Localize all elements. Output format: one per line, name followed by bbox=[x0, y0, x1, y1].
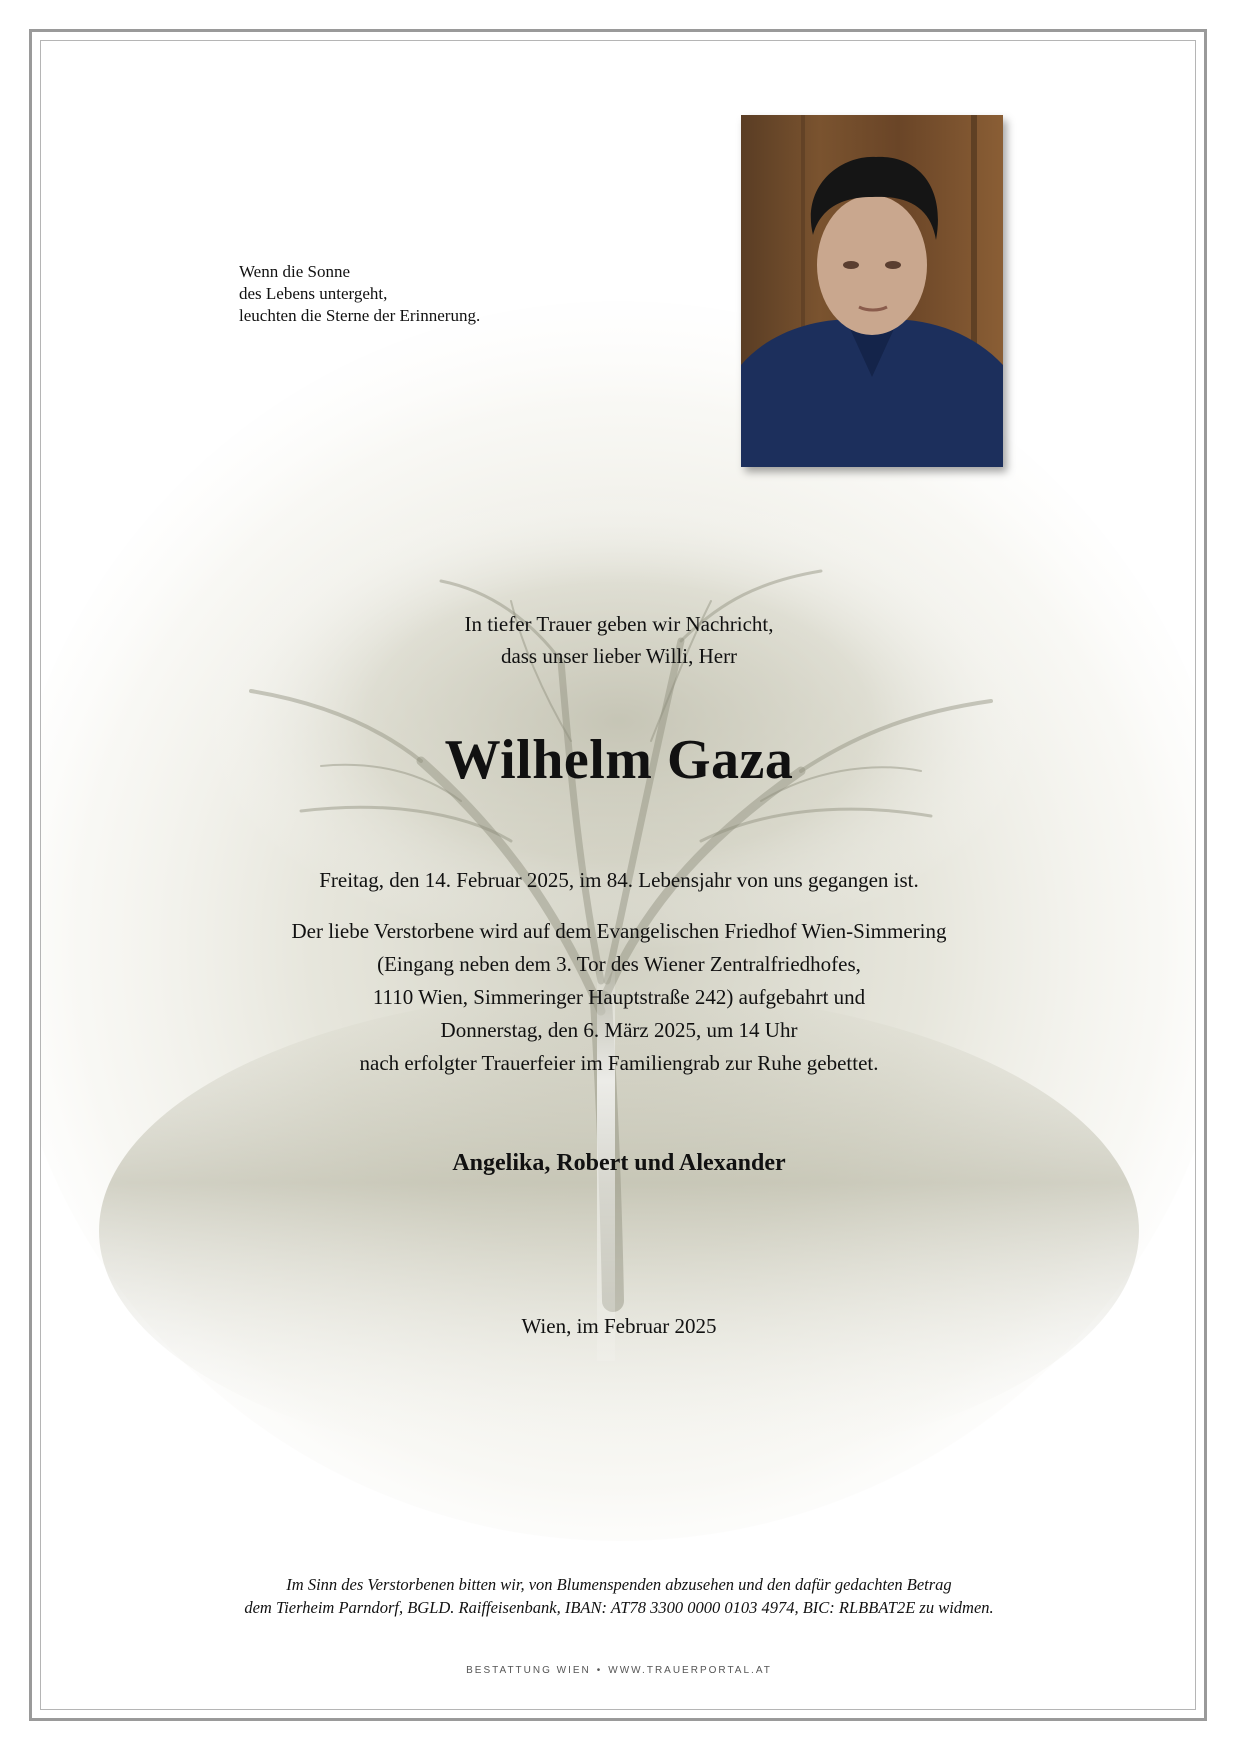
announcement-intro bbox=[41, 608, 1196, 672]
quote-line: des Lebens untergeht, bbox=[239, 284, 388, 303]
portrait-photo bbox=[741, 115, 1003, 467]
funeral-line: (Eingang neben dem 3. Tor des Wiener Zentralfriedhofes, bbox=[377, 952, 861, 976]
funeral-line: 1110 Wien, Simmeringer Hauptstraße 242) aufgebahrt und bbox=[372, 985, 866, 1009]
quote-line: leuchten die Sterne der Erinnerung. bbox=[239, 306, 481, 325]
family-names: Angelika, Robert und Alexander bbox=[452, 1150, 786, 1176]
place-and-date: Wien, im Februar 2025 bbox=[521, 1314, 717, 1338]
memorial-quote bbox=[239, 261, 639, 327]
deceased-name: Wilhelm Gaza bbox=[444, 729, 794, 791]
intro-line: dass unser lieber Willi, Herr bbox=[500, 644, 738, 668]
footer bbox=[41, 1664, 1196, 1678]
footer-company: BESTATTUNG WIEN bbox=[466, 1665, 591, 1676]
donation-line: dem Tierheim Parndorf, BGLD. Raiffeisenbank, IBAN: AT78 3300 0000 0103 4974, BIC: RLBBAT2E zu widmen. bbox=[244, 1598, 994, 1617]
quote-line: Wenn die Sonne bbox=[239, 262, 350, 281]
footer-separator: • bbox=[596, 1665, 603, 1676]
donation-line: Im Sinn des Verstorbenen bitten wir, von Blumenspenden abzusehen und den dafür gedachten Betrag bbox=[286, 1575, 952, 1594]
funeral-line: nach erfolgter Trauerfeier im Familiengrab zur Ruhe gebettet. bbox=[359, 1051, 879, 1075]
funeral-details bbox=[41, 915, 1196, 1080]
funeral-line: Der liebe Verstorbene wird auf dem Evangelischen Friedhof Wien-Simmering bbox=[291, 919, 947, 943]
passing-date-text: Freitag, den 14. Februar 2025, im 84. Lebensjahr von uns gegangen ist. bbox=[319, 868, 919, 892]
footer-website: WWW.TRAUERPORTAL.AT bbox=[608, 1665, 772, 1676]
obituary-card bbox=[40, 40, 1196, 1710]
donation-request bbox=[41, 1573, 1196, 1619]
funeral-line: Donnerstag, den 6. März 2025, um 14 Uhr bbox=[440, 1018, 798, 1042]
intro-line: In tiefer Trauer geben wir Nachricht, bbox=[464, 612, 774, 636]
